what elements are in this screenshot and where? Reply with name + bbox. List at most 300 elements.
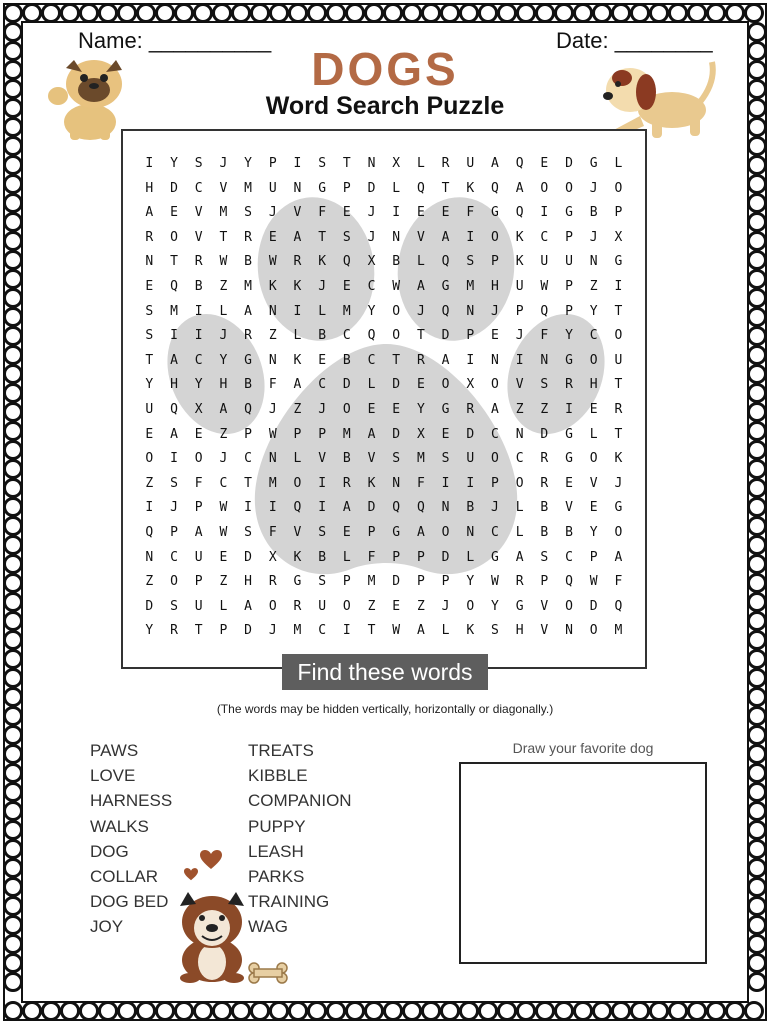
grid-letter[interactable]: J (589, 180, 598, 196)
grid-letter[interactable]: J (367, 229, 376, 245)
grid-letter[interactable]: G (565, 352, 573, 368)
grid-letter[interactable]: E (540, 156, 549, 171)
grid-letter[interactable]: V (219, 180, 228, 196)
grid-letter[interactable]: S (170, 475, 178, 491)
grid-letter[interactable]: W (589, 574, 598, 590)
grid-letter[interactable]: L (342, 549, 351, 565)
grid-letter[interactable]: S (244, 524, 252, 540)
date-field[interactable]: Date: ________ (556, 28, 713, 53)
grid-letter[interactable]: O (515, 475, 524, 491)
grid-letter[interactable]: W (392, 623, 401, 639)
grid-letter[interactable]: M (244, 278, 252, 294)
grid-letter[interactable]: D (565, 156, 573, 171)
grid-letter[interactable]: V (293, 205, 302, 221)
grid-letter[interactable]: J (268, 623, 277, 639)
grid-letter[interactable]: Y (219, 352, 228, 368)
grid-letter[interactable]: K (515, 229, 524, 245)
grid-letter[interactable]: O (565, 598, 573, 614)
grid-letter[interactable]: P (194, 500, 203, 516)
grid-letter[interactable]: E (145, 278, 154, 294)
grid-letter[interactable]: J (318, 401, 327, 417)
grid-letter[interactable]: T (614, 426, 623, 442)
grid-letter[interactable]: B (589, 205, 598, 221)
grid-letter[interactable]: S (466, 254, 475, 270)
grid-letter[interactable]: P (268, 156, 277, 171)
grid-letter[interactable]: D (145, 598, 154, 614)
grid-letter[interactable]: N (466, 524, 475, 540)
grid-letter[interactable]: S (244, 205, 252, 221)
grid-letter[interactable]: L (293, 451, 302, 467)
grid-letter[interactable]: S (194, 156, 203, 171)
grid-letter[interactable]: D (589, 598, 598, 614)
grid-letter[interactable]: G (441, 278, 450, 294)
grid-letter[interactable]: C (589, 328, 598, 344)
grid-letter[interactable]: I (170, 328, 178, 344)
grid-letter[interactable]: K (466, 623, 475, 639)
grid-letter[interactable]: U (614, 352, 623, 368)
grid-letter[interactable]: V (540, 598, 549, 614)
grid-letter[interactable]: L (614, 156, 623, 171)
grid-letter[interactable]: B (565, 524, 573, 540)
grid-letter[interactable]: N (268, 451, 277, 467)
grid-letter[interactable]: P (565, 229, 573, 245)
grid-letter[interactable]: M (244, 180, 252, 196)
grid-letter[interactable]: N (268, 303, 277, 319)
grid-letter[interactable]: B (540, 524, 549, 540)
grid-letter[interactable]: U (515, 278, 524, 294)
grid-letter[interactable]: U (466, 451, 475, 467)
grid-letter[interactable]: O (194, 451, 203, 467)
grid-letter[interactable]: K (614, 451, 623, 467)
grid-letter[interactable]: D (392, 377, 401, 393)
grid-letter[interactable]: V (589, 475, 598, 491)
grid-letter[interactable]: Z (219, 278, 228, 294)
grid-letter[interactable]: P (466, 328, 475, 344)
grid-letter[interactable]: E (170, 205, 178, 221)
grid-letter[interactable]: U (466, 156, 475, 171)
grid-letter[interactable]: J (367, 205, 376, 221)
grid-letter[interactable]: Z (219, 574, 228, 590)
grid-letter[interactable]: O (293, 475, 302, 491)
grid-letter[interactable]: P (491, 254, 499, 270)
grid-letter[interactable]: E (416, 205, 425, 221)
grid-letter[interactable]: U (268, 180, 277, 196)
grid-letter[interactable]: L (515, 524, 524, 540)
grid-letter[interactable]: B (244, 377, 252, 393)
grid-letter[interactable]: P (219, 623, 228, 639)
grid-letter[interactable]: N (293, 180, 302, 196)
grid-letter[interactable]: T (614, 303, 623, 319)
grid-letter[interactable]: S (145, 328, 154, 344)
grid-letter[interactable]: A (244, 598, 252, 614)
grid-letter[interactable]: G (565, 451, 573, 467)
grid-letter[interactable]: Y (194, 377, 203, 393)
grid-letter[interactable]: W (392, 278, 401, 294)
grid-letter[interactable]: P (170, 524, 178, 540)
grid-letter[interactable]: T (219, 229, 228, 245)
grid-letter[interactable]: T (392, 352, 401, 368)
grid-letter[interactable]: E (589, 401, 598, 417)
grid-letter[interactable]: X (194, 401, 203, 417)
grid-letter[interactable]: I (194, 303, 203, 319)
grid-letter[interactable]: U (565, 254, 573, 270)
grid-letter[interactable]: E (491, 328, 499, 344)
grid-letter[interactable]: T (318, 229, 327, 245)
grid-letter[interactable]: K (293, 549, 302, 565)
grid-letter[interactable]: W (219, 254, 228, 270)
grid-letter[interactable]: D (342, 377, 351, 393)
grid-letter[interactable]: B (194, 278, 203, 294)
grid-letter[interactable]: Q (145, 524, 154, 540)
grid-letter[interactable]: C (491, 426, 499, 442)
grid-letter[interactable]: I (565, 401, 573, 417)
grid-letter[interactable]: E (342, 524, 351, 540)
grid-letter[interactable]: I (194, 328, 203, 344)
grid-letter[interactable]: L (441, 623, 450, 639)
grid-letter[interactable]: I (466, 475, 475, 491)
grid-letter[interactable]: C (244, 451, 252, 467)
grid-letter[interactable]: D (244, 549, 252, 565)
grid-letter[interactable]: C (170, 549, 178, 565)
grid-letter[interactable]: T (194, 623, 203, 639)
grid-letter[interactable]: D (441, 328, 450, 344)
grid-letter[interactable]: B (342, 451, 351, 467)
grid-letter[interactable]: A (515, 549, 524, 565)
grid-letter[interactable]: R (614, 401, 623, 417)
grid-letter[interactable]: L (367, 377, 376, 393)
grid-letter[interactable]: F (194, 475, 203, 491)
grid-letter[interactable]: G (491, 205, 499, 221)
grid-letter[interactable]: D (170, 180, 178, 196)
grid-letter[interactable]: Q (367, 328, 376, 344)
grid-letter[interactable]: R (342, 475, 351, 491)
grid-letter[interactable]: N (145, 549, 154, 565)
grid-letter[interactable]: E (392, 401, 401, 417)
grid-letter[interactable]: I (515, 352, 524, 368)
grid-letter[interactable]: Y (416, 401, 425, 417)
grid-letter[interactable]: R (515, 574, 524, 590)
grid-letter[interactable]: P (565, 303, 573, 319)
grid-letter[interactable]: D (392, 574, 401, 590)
grid-letter[interactable]: J (170, 500, 178, 516)
grid-letter[interactable]: D (466, 426, 475, 442)
grid-letter[interactable]: Y (367, 303, 376, 319)
grid-letter[interactable]: C (367, 352, 376, 368)
grid-letter[interactable]: J (416, 303, 425, 319)
grid-letter[interactable]: V (194, 229, 203, 245)
grid-letter[interactable]: P (441, 574, 450, 590)
grid-letter[interactable]: I (318, 500, 327, 516)
grid-letter[interactable]: D (244, 623, 252, 639)
grid-letter[interactable]: O (441, 377, 450, 393)
grid-letter[interactable]: Y (565, 328, 573, 344)
grid-letter[interactable]: A (614, 549, 623, 565)
grid-letter[interactable]: P (342, 574, 351, 590)
grid-letter[interactable]: K (268, 278, 277, 294)
grid-letter[interactable]: Y (170, 156, 178, 171)
grid-letter[interactable]: V (293, 524, 302, 540)
grid-letter[interactable]: H (589, 377, 598, 393)
grid-letter[interactable]: P (515, 303, 524, 319)
grid-letter[interactable]: O (614, 524, 623, 540)
grid-letter[interactable]: N (392, 475, 401, 491)
grid-letter[interactable]: Z (515, 401, 524, 417)
grid-letter[interactable]: L (219, 303, 228, 319)
grid-letter[interactable]: O (491, 451, 499, 467)
grid-letter[interactable]: L (589, 426, 598, 442)
grid-letter[interactable]: F (318, 205, 327, 221)
grid-letter[interactable]: G (318, 180, 327, 196)
grid-letter[interactable]: A (219, 401, 228, 417)
grid-letter[interactable]: Q (441, 303, 450, 319)
grid-letter[interactable]: R (145, 229, 154, 245)
grid-letter[interactable]: E (392, 598, 401, 614)
grid-letter[interactable]: A (416, 524, 425, 540)
grid-letter[interactable]: L (318, 303, 327, 319)
grid-letter[interactable]: M (219, 205, 228, 221)
grid-letter[interactable]: I (145, 156, 154, 171)
grid-letter[interactable]: L (416, 156, 425, 171)
grid-letter[interactable]: Q (416, 180, 425, 196)
grid-letter[interactable]: J (491, 500, 499, 516)
grid-letter[interactable]: M (293, 623, 302, 639)
grid-letter[interactable]: J (441, 598, 450, 614)
grid-letter[interactable]: X (416, 426, 425, 442)
grid-letter[interactable]: G (392, 524, 401, 540)
grid-letter[interactable]: E (342, 278, 351, 294)
grid-letter[interactable]: Q (491, 180, 499, 196)
grid-letter[interactable]: E (441, 205, 450, 221)
grid-letter[interactable]: I (268, 500, 277, 516)
grid-letter[interactable]: I (392, 205, 401, 221)
grid-letter[interactable]: F (268, 524, 277, 540)
grid-letter[interactable]: O (466, 598, 475, 614)
grid-letter[interactable]: E (441, 426, 450, 442)
grid-letter[interactable]: C (219, 475, 228, 491)
grid-letter[interactable]: C (540, 229, 549, 245)
grid-letter[interactable]: Y (145, 377, 154, 393)
grid-letter[interactable]: Y (145, 623, 154, 639)
grid-letter[interactable]: Z (540, 401, 549, 417)
grid-letter[interactable]: Z (293, 401, 302, 417)
grid-letter[interactable]: Q (515, 156, 524, 171)
grid-letter[interactable]: S (318, 156, 327, 171)
grid-letter[interactable]: S (318, 524, 327, 540)
grid-letter[interactable]: P (194, 574, 203, 590)
grid-letter[interactable]: W (219, 500, 228, 516)
grid-letter[interactable]: K (293, 352, 302, 368)
grid-letter[interactable]: T (416, 328, 425, 344)
grid-letter[interactable]: C (367, 278, 376, 294)
grid-letter[interactable]: R (466, 401, 475, 417)
grid-letter[interactable]: Y (589, 303, 598, 319)
grid-letter[interactable]: E (268, 229, 277, 245)
grid-letter[interactable]: U (194, 598, 203, 614)
grid-letter[interactable]: O (589, 352, 598, 368)
grid-letter[interactable]: D (540, 426, 549, 442)
name-field[interactable]: Name: __________ (78, 28, 272, 53)
grid-letter[interactable]: S (540, 377, 549, 393)
grid-letter[interactable]: G (293, 574, 302, 590)
grid-letter[interactable]: H (170, 377, 178, 393)
grid-letter[interactable]: Q (244, 401, 252, 417)
grid-letter[interactable]: T (170, 254, 178, 270)
grid-letter[interactable]: S (318, 574, 327, 590)
grid-letter[interactable]: Q (293, 500, 302, 516)
grid-letter[interactable]: P (540, 574, 549, 590)
grid-letter[interactable]: T (441, 180, 450, 196)
grid-letter[interactable]: P (416, 574, 425, 590)
grid-letter[interactable]: E (342, 205, 351, 221)
grid-letter[interactable]: O (565, 180, 573, 196)
grid-letter[interactable]: A (145, 205, 154, 221)
grid-letter[interactable]: J (614, 475, 623, 491)
grid-letter[interactable]: W (491, 574, 499, 590)
grid-letter[interactable]: H (515, 623, 524, 639)
grid-letter[interactable]: R (565, 377, 573, 393)
grid-letter[interactable]: L (392, 180, 401, 196)
grid-letter[interactable]: U (318, 598, 327, 614)
grid-letter[interactable]: Y (244, 156, 252, 171)
grid-letter[interactable]: P (318, 426, 327, 442)
grid-letter[interactable]: Z (145, 475, 154, 491)
grid-letter[interactable]: V (416, 229, 425, 245)
grid-letter[interactable]: A (342, 500, 351, 516)
grid-letter[interactable]: B (392, 254, 401, 270)
grid-letter[interactable]: F (614, 574, 623, 590)
grid-letter[interactable]: W (268, 426, 277, 442)
grid-letter[interactable]: R (194, 254, 203, 270)
grid-letter[interactable]: P (244, 426, 252, 442)
grid-letter[interactable]: H (491, 278, 499, 294)
grid-letter[interactable]: C (318, 377, 327, 393)
grid-letter[interactable]: Q (170, 278, 178, 294)
grid-letter[interactable]: J (491, 303, 499, 319)
grid-letter[interactable]: K (515, 254, 524, 270)
grid-letter[interactable]: F (416, 475, 425, 491)
grid-letter[interactable]: O (614, 328, 623, 344)
grid-letter[interactable]: I (466, 352, 475, 368)
grid-letter[interactable]: P (589, 549, 598, 565)
grid-letter[interactable]: L (219, 598, 228, 614)
grid-letter[interactable]: P (491, 475, 499, 491)
grid-letter[interactable]: J (219, 328, 228, 344)
grid-letter[interactable]: D (367, 500, 376, 516)
grid-letter[interactable]: Q (342, 254, 351, 270)
grid-letter[interactable]: X (367, 254, 376, 270)
grid-letter[interactable]: G (441, 401, 450, 417)
grid-letter[interactable]: J (219, 451, 228, 467)
grid-letter[interactable]: E (367, 401, 376, 417)
grid-letter[interactable]: B (342, 352, 351, 368)
grid-letter[interactable]: P (293, 426, 302, 442)
grid-letter[interactable]: R (416, 352, 425, 368)
grid-letter[interactable]: R (170, 623, 178, 639)
grid-letter[interactable]: O (614, 180, 623, 196)
grid-letter[interactable]: B (540, 500, 549, 516)
grid-letter[interactable]: B (318, 328, 327, 344)
grid-letter[interactable]: N (565, 623, 573, 639)
grid-letter[interactable]: M (416, 451, 425, 467)
grid-letter[interactable]: O (441, 524, 450, 540)
grid-letter[interactable]: V (565, 500, 573, 516)
grid-letter[interactable]: N (491, 352, 499, 368)
grid-letter[interactable]: I (342, 623, 351, 639)
grid-letter[interactable]: G (565, 426, 573, 442)
grid-letter[interactable]: C (194, 180, 203, 196)
grid-letter[interactable]: Q (170, 401, 178, 417)
grid-letter[interactable]: A (441, 229, 450, 245)
grid-letter[interactable]: Q (540, 303, 549, 319)
grid-letter[interactable]: O (392, 303, 401, 319)
grid-letter[interactable]: R (540, 451, 549, 467)
grid-letter[interactable]: P (614, 205, 623, 221)
grid-letter[interactable]: Y (491, 598, 499, 614)
grid-letter[interactable]: T (145, 352, 154, 368)
grid-letter[interactable]: B (466, 500, 475, 516)
grid-letter[interactable]: I (170, 451, 178, 467)
grid-letter[interactable]: G (589, 156, 598, 171)
grid-letter[interactable]: M (170, 303, 178, 319)
grid-letter[interactable]: Z (145, 574, 154, 590)
grid-letter[interactable]: I (293, 156, 302, 171)
grid-letter[interactable]: T (614, 377, 623, 393)
grid-letter[interactable]: H (145, 180, 154, 196)
grid-letter[interactable]: S (441, 451, 450, 467)
grid-letter[interactable]: X (466, 377, 475, 393)
grid-letter[interactable]: F (466, 205, 475, 221)
grid-letter[interactable]: P (392, 549, 401, 565)
grid-letter[interactable]: H (219, 377, 228, 393)
grid-letter[interactable]: C (491, 524, 499, 540)
grid-letter[interactable]: I (244, 500, 252, 516)
grid-letter[interactable]: Q (441, 254, 450, 270)
grid-letter[interactable]: M (342, 303, 351, 319)
grid-letter[interactable]: A (293, 377, 302, 393)
grid-letter[interactable]: G (565, 205, 573, 221)
grid-letter[interactable]: J (515, 328, 524, 344)
grid-letter[interactable]: I (466, 229, 475, 245)
grid-letter[interactable]: M (367, 574, 376, 590)
grid-letter[interactable]: M (268, 475, 277, 491)
grid-letter[interactable]: Q (565, 574, 573, 590)
grid-letter[interactable]: G (614, 254, 623, 270)
grid-letter[interactable]: E (219, 549, 228, 565)
grid-letter[interactable]: O (589, 451, 598, 467)
grid-letter[interactable]: O (342, 598, 351, 614)
grid-letter[interactable]: K (318, 254, 327, 270)
grid-letter[interactable]: F (540, 328, 549, 344)
grid-letter[interactable]: A (491, 156, 499, 171)
grid-letter[interactable]: O (491, 229, 499, 245)
grid-letter[interactable]: O (170, 229, 178, 245)
grid-letter[interactable]: V (367, 451, 376, 467)
grid-letter[interactable]: R (540, 475, 549, 491)
grid-letter[interactable]: M (614, 623, 623, 639)
grid-letter[interactable]: V (318, 451, 327, 467)
grid-letter[interactable]: U (145, 401, 154, 417)
grid-letter[interactable]: G (491, 549, 499, 565)
grid-letter[interactable]: J (318, 278, 327, 294)
grid-letter[interactable]: C (194, 352, 203, 368)
grid-letter[interactable]: I (614, 278, 623, 294)
grid-letter[interactable]: K (466, 180, 475, 196)
grid-letter[interactable]: A (367, 426, 376, 442)
grid-letter[interactable]: V (540, 623, 549, 639)
grid-letter[interactable]: Q (392, 500, 401, 516)
grid-letter[interactable]: R (244, 328, 252, 344)
grid-letter[interactable]: P (565, 278, 573, 294)
